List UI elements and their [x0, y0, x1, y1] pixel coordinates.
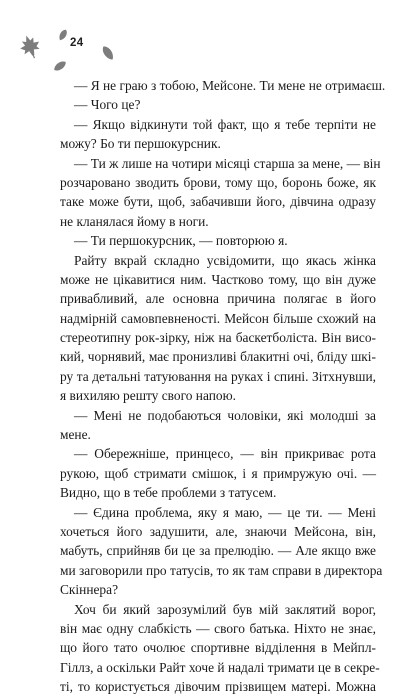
text-line: Видно, що в тебе проблеми з татусем.	[60, 485, 277, 501]
text-line: я вихиляю решту свого напою.	[60, 388, 236, 404]
text-line: — Єдина проблема, яку я маю, — це ти. — Мені	[74, 504, 376, 520]
text-line: — Обережніше, принцесо, — він прикриває рота	[74, 446, 376, 462]
text-line: можу? Бо ти першокурсник.	[60, 136, 221, 152]
text-line: — Якщо відкинути той факт, що я тебе терпіти не	[74, 116, 376, 132]
text-line: мене.	[60, 427, 91, 443]
text-line: не кланялася йому в ноги.	[60, 213, 209, 229]
leaf-icon	[52, 59, 67, 73]
leaf-icon	[100, 44, 115, 61]
text-line: — Я не граю з тобою, Мейсоне. Ти мене не отримаєш.	[74, 78, 386, 93]
text-line: кий, чорнявий, має пронизливі блакитні очі, бліду шкі-	[60, 349, 376, 365]
text-line: привабливий, але основна причина полягає в його	[60, 291, 376, 307]
text-line: розчаровано зводить брови, тому що, боронь боже, як	[60, 174, 376, 190]
text-line: стереотипну рок-зірку, ніж на баскетболіста. Він висо-	[60, 330, 376, 346]
text-line: він має одну слабкість — свого батька. Ніхто не знає,	[60, 620, 376, 636]
text-line: таке може бути, щоб, забачивши його, дівчина одразу	[60, 194, 376, 210]
text-line: — Ти ж лише на чотири місяці старша за мене, — він	[74, 155, 381, 171]
text-line: що його тато очолює спортивне відділення в Мейпл-	[60, 640, 376, 656]
text-line: Гіллз, а оскільки Райт хоче й надалі тримати це в секре-	[60, 659, 380, 675]
text-line: Райту вкрай складно усвідомити, що якась жінка	[74, 252, 376, 268]
text-line: Хоч би який зарозумілий був мій заклятий ворог,	[74, 601, 376, 617]
text-line: — Чого це?	[74, 97, 141, 113]
text-line: ру та детальні татуювання на руках і спині. Зітхнувши,	[60, 368, 376, 384]
text-line: Скіннера?	[60, 582, 119, 598]
leaf-icon	[57, 28, 68, 41]
text-line: рукою, щоб стримати смішок, і я примружую очі. —	[60, 465, 376, 481]
text-line: ті, то користується дівочим прізвищем матері. Можна	[60, 679, 376, 695]
page-number: 24	[70, 37, 84, 49]
text-line: — Мені не подобаються чоловіки, які молодші за	[74, 407, 376, 423]
leaves-ornament	[0, 0, 130, 80]
text-line: ми заговорили про татусів, то як там справи в директора	[60, 562, 383, 578]
text-line: мабуть, сприйняв би це за прелюдію. — Але якщо вже	[60, 543, 376, 559]
text-line: надмірній самовпевненості. Мейсон більше схожий на	[60, 310, 376, 326]
text-line: може не цікавитися ним. Частково тому, що він дуже	[60, 271, 376, 287]
body-text	[60, 76, 386, 697]
maple-leaf-icon	[17, 32, 44, 61]
text-line: хочеться його задушити, але, знаючи Мейсона, він,	[60, 523, 376, 539]
text-line: — Ти першокурсник, — повторюю я.	[74, 233, 288, 249]
